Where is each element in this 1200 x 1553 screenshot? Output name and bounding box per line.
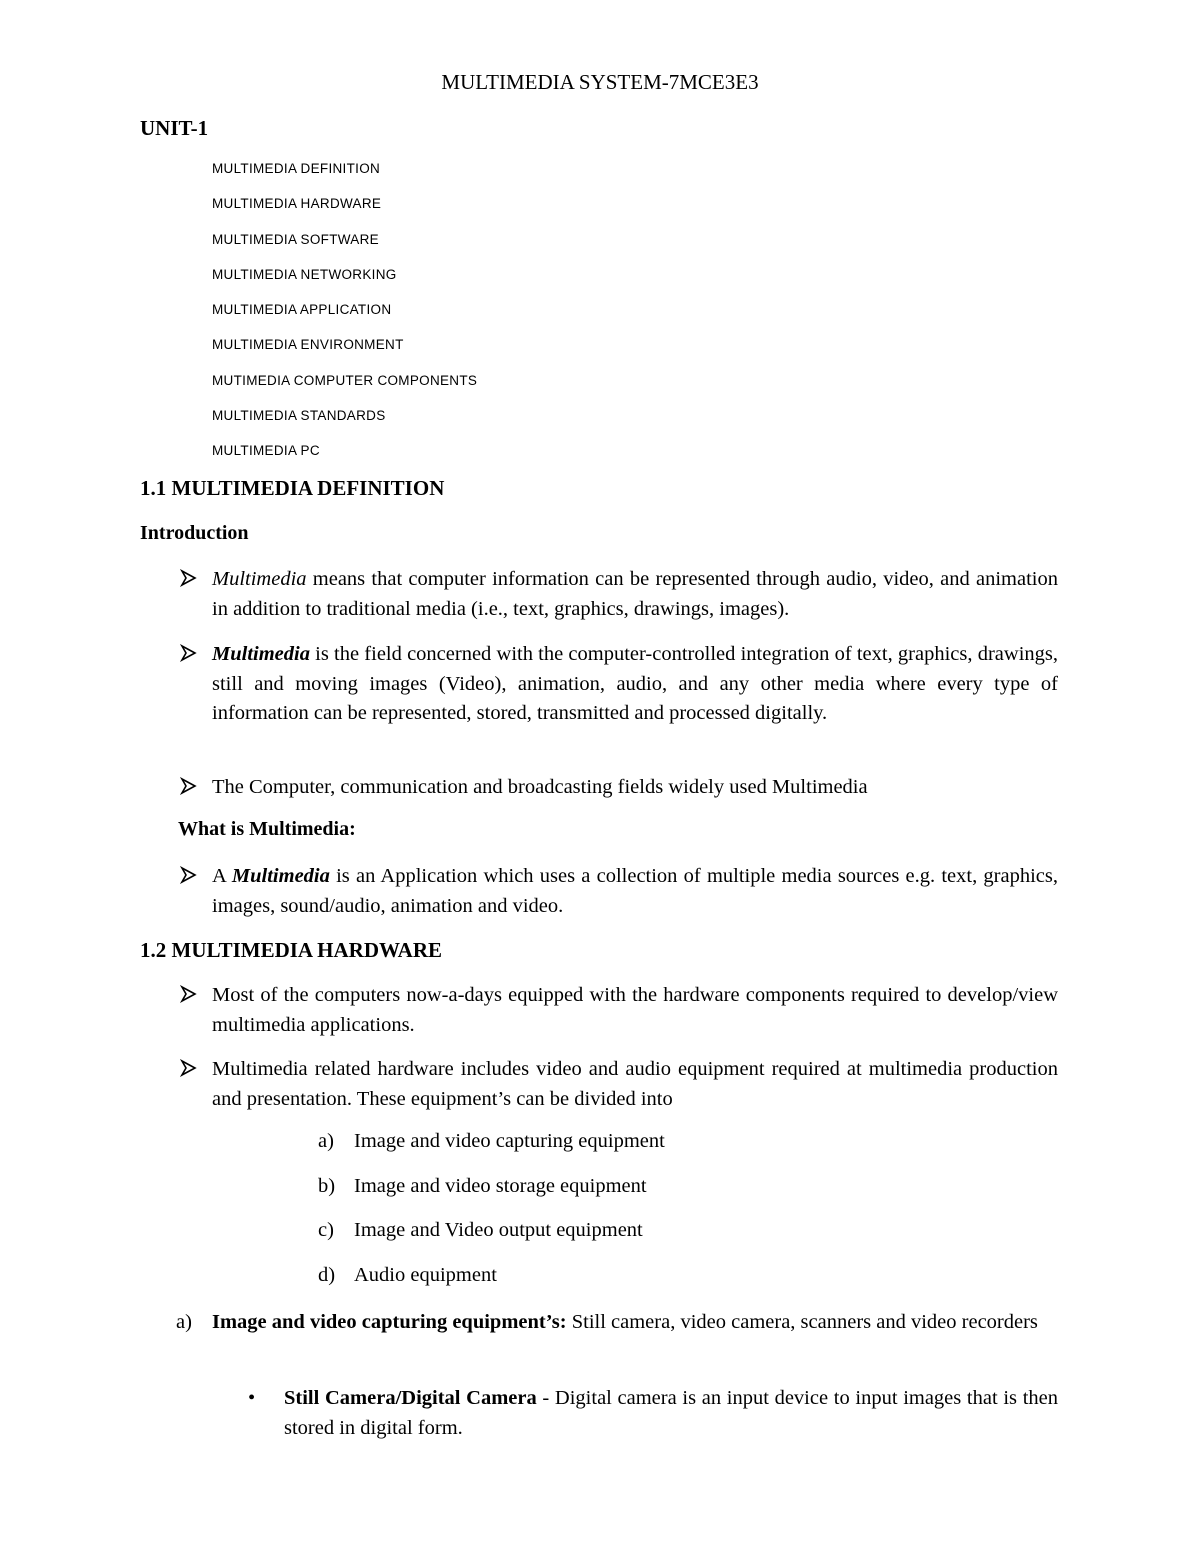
bullet-item	[180, 981, 1058, 1040]
section-heading-hardware: 1.2 MULTIMEDIA HARDWARE	[140, 938, 443, 962]
bullet-text: is the field concerned with the computer-controlled integration of text, graphics, drawings, still and moving images (Video), animation, audio, and any other media where every type of information can be represented, stored, transmitted and processed digitally.	[212, 643, 1058, 724]
alpha-text: Still camera, video camera, scanners and video recorders	[566, 1311, 1038, 1333]
term: Multimedia	[231, 865, 330, 887]
list-item: c) Image and Video output equipment	[318, 1219, 643, 1241]
toc-item: MULTIMEDIA PC	[212, 443, 320, 459]
bullet-text: The Computer, communication and broadcasting fields widely used Multimedia	[212, 776, 868, 798]
introduction-heading: Introduction	[140, 522, 249, 544]
arrow-bullet-icon	[180, 862, 202, 892]
bullet-item	[180, 1055, 1058, 1114]
dot-bullet-icon: •	[248, 1387, 256, 1409]
toc-item: MULTIMEDIA NETWORKING	[212, 266, 397, 282]
bullet-text: is an Application which uses a collection of multiple media sources e.g. text, graphics, images, sound/audio, animation and video.	[212, 865, 1058, 917]
unit-heading: UNIT-1	[140, 116, 209, 140]
term: Image and video capturing equipment’s:	[212, 1311, 567, 1333]
bullet-text: Most of the computers now-a-days equipped with the hardware components required to develop/view multimedia applications.	[212, 984, 1058, 1036]
arrow-bullet-icon	[180, 640, 202, 670]
term: Multimedia	[212, 568, 307, 590]
toc-item: MULTIMEDIA ENVIRONMENT	[212, 337, 404, 353]
arrow-bullet-icon	[180, 981, 202, 1011]
toc-item: MULTIMEDIA APPLICATION	[212, 302, 392, 318]
bullet-item	[180, 862, 1058, 921]
bullet-item	[180, 773, 1058, 803]
alpha-label: a)	[176, 1311, 192, 1333]
toc-item: MULTIMEDIA STANDARDS	[212, 408, 386, 424]
bullet-prefix: A	[212, 865, 232, 887]
dot-item	[248, 1384, 1058, 1443]
alpha-item	[176, 1308, 1058, 1338]
toc-item: MULTIMEDIA SOFTWARE	[212, 231, 379, 247]
bullet-text: Multimedia related hardware includes video and audio equipment required at multimedia production and presentation. These equipment’s can be divided into	[212, 1058, 1058, 1110]
toc-item: MULTIMEDIA HARDWARE	[212, 196, 382, 212]
arrow-bullet-icon	[180, 1055, 202, 1085]
arrow-bullet-icon	[180, 565, 202, 595]
dot-text: - Digital camera is an input device to input images that is then stored in digital form.	[284, 1387, 1058, 1439]
list-item: a) Image and video capturing equipment	[318, 1130, 665, 1152]
document-title: MULTIMEDIA SYSTEM-7MCE3E3	[441, 70, 759, 94]
list-item: d) Audio equipment	[318, 1264, 497, 1286]
term: Multimedia	[212, 643, 310, 665]
toc-item: MULTIMEDIA DEFINITION	[212, 161, 381, 176]
arrow-bullet-icon	[180, 773, 202, 803]
table-of-contents	[212, 157, 477, 475]
list-item: b) Image and video storage equipment	[318, 1175, 647, 1197]
section-heading-definition: 1.1 MULTIMEDIA DEFINITION	[140, 476, 445, 500]
what-is-multimedia-heading: What is Multimedia:	[178, 818, 356, 840]
bullet-item	[180, 640, 1058, 729]
bullet-item	[180, 565, 1058, 624]
term: Still Camera/Digital Camera	[284, 1387, 537, 1409]
bullet-text: means that computer information can be represented through audio, video, and animation in addition to traditional media (i.e., text, graphics, drawings, images).	[212, 568, 1058, 620]
toc-item: MUTIMEDIA COMPUTER COMPONENTS	[212, 372, 478, 388]
